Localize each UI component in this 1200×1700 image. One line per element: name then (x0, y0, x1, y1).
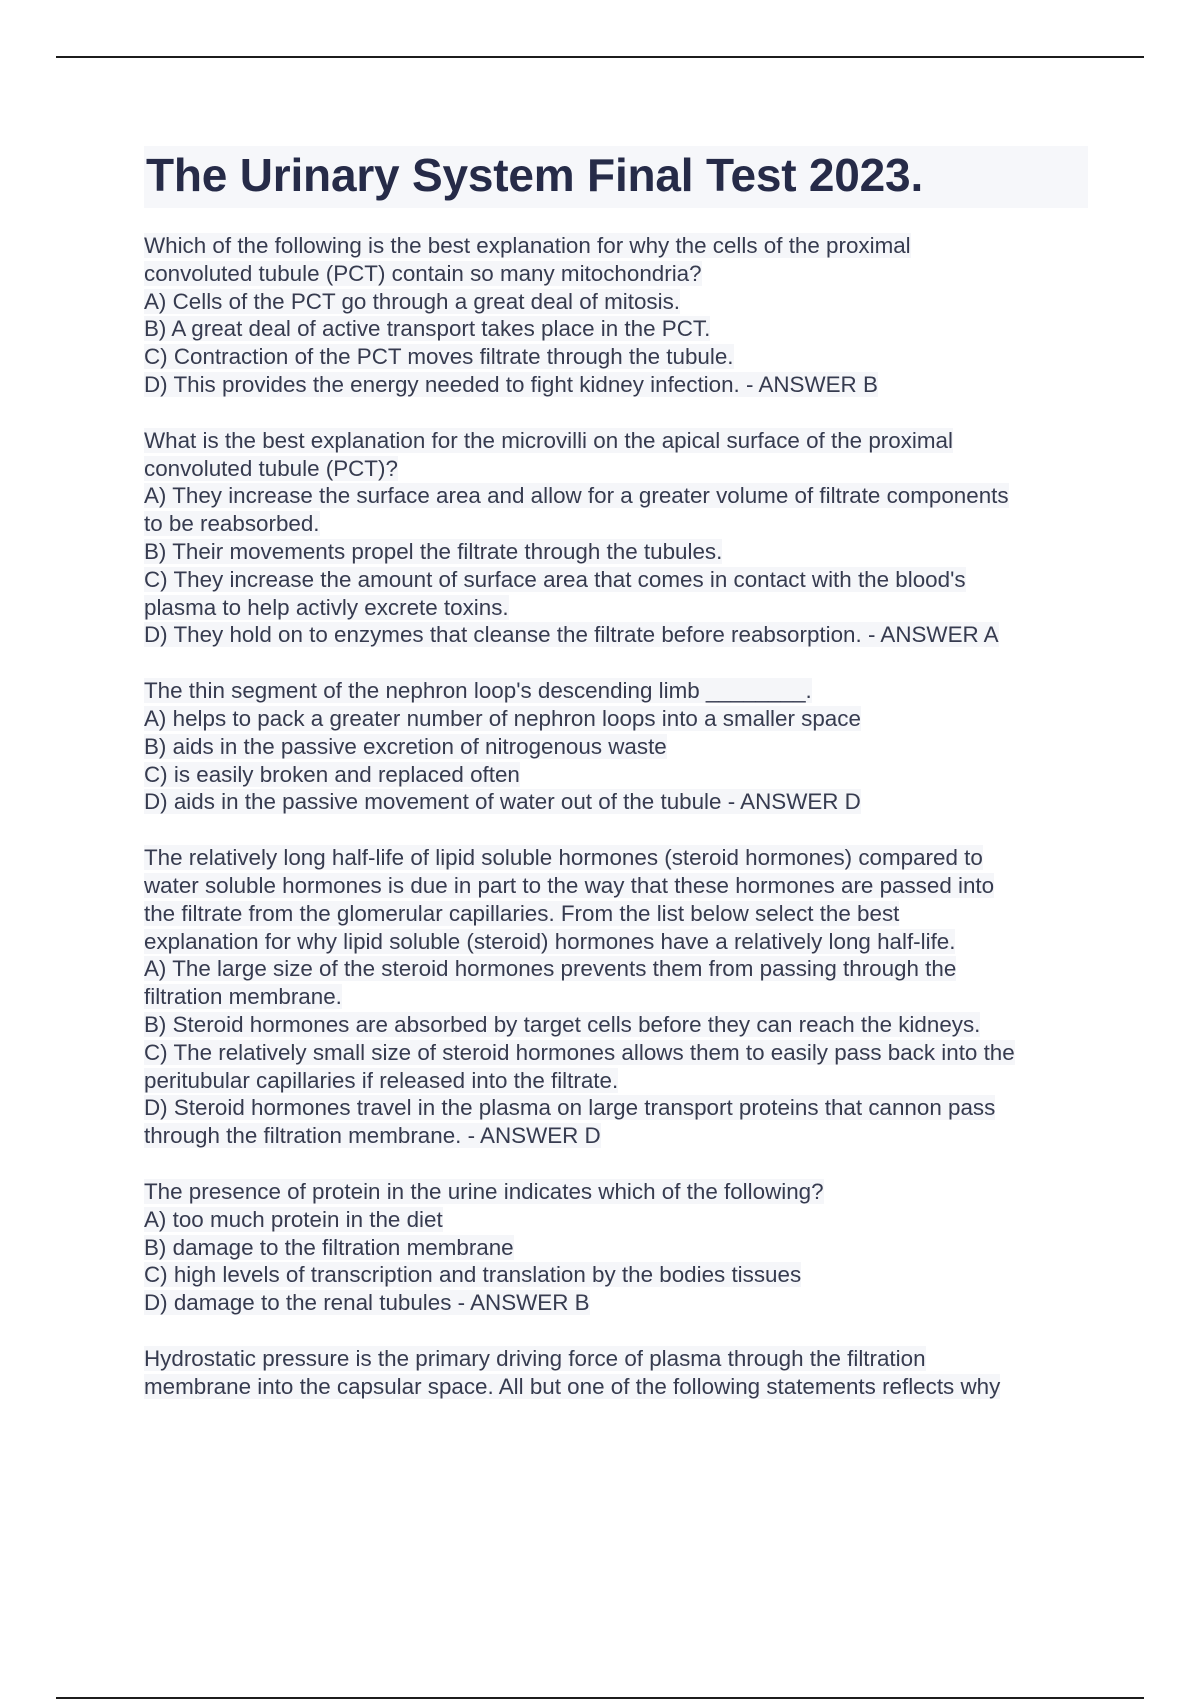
question-line (144, 983, 1088, 1011)
question-line-text: through the filtration membrane. - ANSWER D (144, 1123, 601, 1149)
question-line (144, 733, 1088, 761)
document-title: The Urinary System Final Test 2023. (144, 146, 1088, 208)
question-line (144, 1067, 1088, 1095)
question-line-text: D) They hold on to enzymes that cleanse the filtrate before reabsorption. - ANSWER A (144, 622, 999, 648)
question-line-text: water soluble hormones is due in part to the way that these hormones are passed into (144, 872, 995, 898)
question-line (144, 1373, 1088, 1401)
question-line-text: membrane into the capsular space. All but one of the following statements reflects why (144, 1373, 1001, 1399)
question-line-text: B) aids in the passive excretion of nitrogenous waste (144, 733, 667, 759)
question-block (144, 427, 1088, 649)
question-line-text: Hydrostatic pressure is the primary driving force of plasma through the filtration (144, 1345, 926, 1371)
question-line (144, 288, 1088, 316)
question-line (144, 761, 1088, 789)
document-page (144, 146, 1088, 1428)
question-line-text: B) Steroid hormones are absorbed by target cells before they can reach the kidneys. (144, 1011, 981, 1037)
question-line (144, 1206, 1088, 1234)
question-line (144, 1261, 1088, 1289)
question-line (144, 928, 1088, 956)
question-line (144, 232, 1088, 260)
question-line-text: A) They increase the surface area and allow for a greater volume of filtrate components (144, 483, 1009, 509)
question-block (144, 677, 1088, 816)
question-line (144, 955, 1088, 983)
question-line-text: D) damage to the renal tubules - ANSWER B (144, 1290, 590, 1316)
question-line (144, 1178, 1088, 1206)
question-line (144, 677, 1088, 705)
question-line (144, 538, 1088, 566)
question-line (144, 705, 1088, 733)
question-line-text: A) The large size of the steroid hormones prevents them from passing through the (144, 956, 957, 982)
question-line-text: D) This provides the energy needed to fight kidney infection. - ANSWER B (144, 371, 878, 397)
top-rule (56, 56, 1144, 58)
question-block (144, 1345, 1088, 1401)
question-line-text: A) too much protein in the diet (144, 1206, 443, 1232)
question-line-text: A) helps to pack a greater number of nephron loops into a smaller space (144, 705, 861, 731)
question-line-text: D) Steroid hormones travel in the plasma on large transport proteins that cannon pass (144, 1095, 996, 1121)
question-line-text: The relatively long half-life of lipid soluble hormones (steroid hormones) compared to (144, 845, 983, 871)
question-line-text: C) is easily broken and replaced often (144, 761, 520, 787)
question-line (144, 594, 1088, 622)
question-line (144, 788, 1088, 816)
question-line-text: B) damage to the filtration membrane (144, 1234, 514, 1260)
question-line (144, 315, 1088, 343)
question-line-text: C) Contraction of the PCT moves filtrate through the tubule. (144, 344, 734, 370)
question-line-text: The thin segment of the nephron loop's descending limb ________. (144, 678, 812, 704)
question-line-text: C) The relatively small size of steroid hormones allows them to easily pass back into the (144, 1039, 1015, 1065)
question-line (144, 343, 1088, 371)
question-line-text: B) A great deal of active transport takes place in the PCT. (144, 316, 711, 342)
question-line (144, 1234, 1088, 1262)
question-line (144, 427, 1088, 455)
question-line-text: D) aids in the passive movement of water out of the tubule - ANSWER D (144, 789, 861, 815)
question-line-text: explanation for why lipid soluble (steroid) hormones have a relatively long half-life. (144, 928, 956, 954)
question-line-text: The presence of protein in the urine indicates which of the following? (144, 1178, 824, 1204)
question-line (144, 844, 1088, 872)
question-line-text: the filtrate from the glomerular capillaries. From the list below select the best (144, 900, 900, 926)
question-line (144, 1011, 1088, 1039)
question-line (144, 1289, 1088, 1317)
question-line (144, 260, 1088, 288)
question-line-text: peritubular capillaries if released into the filtrate. (144, 1067, 619, 1093)
bottom-rule (56, 1697, 1144, 1699)
question-list (144, 232, 1088, 1400)
question-line-text: A) Cells of the PCT go through a great deal of mitosis. (144, 288, 680, 314)
question-line-text: Which of the following is the best explanation for why the cells of the proximal (144, 233, 911, 258)
question-line (144, 371, 1088, 399)
question-line-text: C) high levels of transcription and translation by the bodies tissues (144, 1262, 802, 1288)
question-line-text: to be reabsorbed. (144, 511, 320, 537)
question-line-text: C) They increase the amount of surface area that comes in contact with the blood's (144, 566, 966, 592)
question-line-text: plasma to help activly excrete toxins. (144, 594, 509, 620)
question-line-text: convoluted tubule (PCT) contain so many mitochondria? (144, 260, 702, 286)
question-line-text: filtration membrane. (144, 984, 342, 1010)
question-line (144, 455, 1088, 483)
question-line (144, 1094, 1088, 1122)
question-line (144, 900, 1088, 928)
question-line (144, 1122, 1088, 1150)
question-line (144, 872, 1088, 900)
question-block (144, 232, 1088, 399)
question-line-text: convoluted tubule (PCT)? (144, 455, 398, 481)
question-line-text: What is the best explanation for the microvilli on the apical surface of the proximal (144, 427, 953, 453)
question-line (144, 1345, 1088, 1373)
question-line (144, 621, 1088, 649)
question-block (144, 1178, 1088, 1317)
question-block (144, 844, 1088, 1150)
question-line-text: B) Their movements propel the filtrate through the tubules. (144, 538, 723, 564)
question-line (144, 482, 1088, 510)
question-line (144, 1039, 1088, 1067)
question-line (144, 566, 1088, 594)
question-line (144, 510, 1088, 538)
